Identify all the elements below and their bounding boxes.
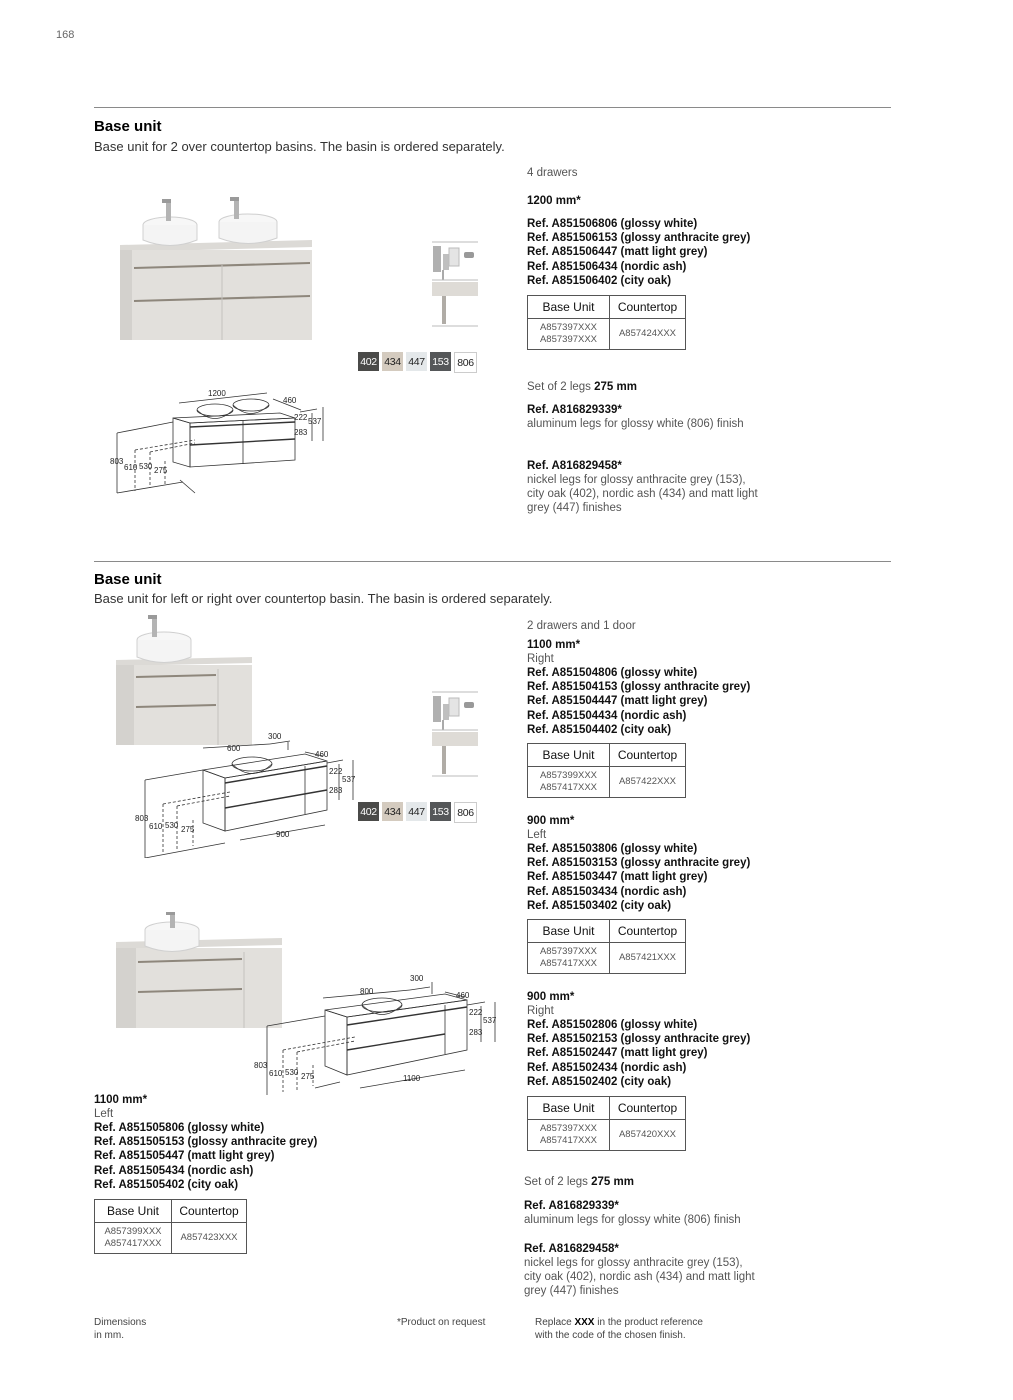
reference-item: Ref. A851505402 (city oak) bbox=[94, 1178, 239, 1191]
leg-detail-illustration bbox=[430, 690, 480, 780]
finish-swatch-806: 806 bbox=[454, 352, 477, 373]
side-label: Left bbox=[527, 829, 547, 841]
technical-drawing-1200 bbox=[105, 385, 345, 500]
base-unit-codes: A857397XXX A857417XXX bbox=[528, 1120, 610, 1151]
reference-item: Ref. A851503153 (glossy anthracite grey) bbox=[527, 857, 751, 870]
reference-item: Ref. A851505806 (glossy white) bbox=[94, 1122, 265, 1134]
legs-desc-aluminum: aluminum legs for glossy white (806) finish bbox=[524, 1214, 741, 1226]
reference-item: Ref. A851505434 (nordic ash) bbox=[94, 1164, 254, 1177]
finish-swatch-402: 402 bbox=[358, 802, 379, 821]
variant-1100-right bbox=[527, 638, 750, 737]
section-divider bbox=[94, 107, 891, 108]
base-unit-codes: A857399XXX A857417XXX bbox=[528, 767, 610, 798]
reference-item: Ref. A851504447 (matt light grey) bbox=[527, 695, 708, 708]
leg-detail-illustration bbox=[430, 240, 480, 330]
technical-drawing-900 bbox=[105, 728, 365, 858]
component-table bbox=[527, 743, 686, 798]
table-header: Base Unit bbox=[528, 744, 610, 767]
legs-ref-nickel: Ref. A816829458* bbox=[524, 1243, 619, 1255]
base-unit-codes: A857397XXX A857397XXX bbox=[528, 319, 610, 350]
reference-list bbox=[527, 217, 750, 288]
finish-swatch-447: 447 bbox=[406, 352, 427, 371]
legs-ref-aluminum: Ref. A816829339* bbox=[524, 1200, 619, 1212]
dim-803-label: 803 bbox=[254, 1061, 268, 1070]
countertop-code: A857420XXX bbox=[610, 1120, 686, 1151]
countertop-code: A857421XXX bbox=[610, 943, 686, 974]
section-title: Base unit bbox=[94, 571, 162, 588]
countertop-code: A857422XXX bbox=[610, 767, 686, 798]
dim-222-label: 222 bbox=[329, 767, 343, 776]
reference-item: Ref. A851502806 (glossy white) bbox=[527, 1019, 698, 1031]
reference-item: Ref. A851503806 (glossy white) bbox=[527, 843, 698, 855]
table-header: Countertop bbox=[610, 1097, 686, 1120]
dim-283-label: 283 bbox=[329, 786, 343, 795]
footer-replace-note: Replace XXX in the product reference with the code of the chosen finish. bbox=[535, 1317, 703, 1341]
legs-set-label: Set of 2 legs 275 mm bbox=[527, 381, 637, 393]
reference-item: Ref. A851503447 (matt light grey) bbox=[527, 871, 708, 884]
variant-900-right bbox=[527, 990, 750, 1089]
finish-swatches bbox=[358, 352, 477, 373]
reference-list bbox=[94, 1121, 317, 1192]
reference-item: Ref. A851505447 (matt light grey) bbox=[94, 1150, 275, 1163]
dim-803-label: 803 bbox=[110, 457, 124, 466]
dim-610-label: 610 bbox=[124, 463, 138, 472]
legs-desc-nickel: nickel legs for glossy anthracite grey (153), city oak (402), nordic ash (434) and matt light grey (447) finishes bbox=[524, 1257, 755, 1297]
footer-dimensions-note: Dimensions in mm. bbox=[94, 1317, 147, 1341]
base-unit-codes: A857399XXX A857417XXX bbox=[95, 1223, 172, 1254]
table-header: Countertop bbox=[172, 1200, 247, 1223]
reference-item: Ref. A851504434 (nordic ash) bbox=[527, 709, 687, 722]
variant-900-left bbox=[527, 814, 750, 913]
size-label: 1200 mm* bbox=[527, 195, 581, 207]
finish-swatch-434: 434 bbox=[382, 802, 403, 821]
section-title: Base unit bbox=[94, 118, 162, 135]
reference-item: Ref. A851502434 (nordic ash) bbox=[527, 1061, 687, 1074]
reference-item: Ref. A851506402 (city oak) bbox=[527, 274, 672, 287]
dim-depth-label: 460 bbox=[456, 991, 470, 1000]
section-subtitle: Base unit for left or right over countertop basin. The basin is ordered separately. bbox=[94, 591, 553, 606]
dim-530-label: 530 bbox=[285, 1068, 299, 1077]
legs-desc-nickel: nickel legs for glossy anthracite grey (153), city oak (402), nordic ash (434) and matt light grey (447) finishes bbox=[527, 474, 758, 514]
dim-offset-label: 300 bbox=[410, 974, 424, 983]
finish-swatch-447: 447 bbox=[406, 802, 427, 821]
reference-list bbox=[527, 666, 750, 737]
countertop-code: A857424XXX bbox=[610, 319, 686, 350]
dim-width-label: 600 bbox=[227, 744, 241, 753]
legs-ref-aluminum: Ref. A816829339* bbox=[527, 404, 622, 416]
reference-item: Ref. A851502402 (city oak) bbox=[527, 1075, 672, 1088]
side-label: Left bbox=[94, 1108, 114, 1120]
dim-803-label: 803 bbox=[135, 814, 149, 823]
dim-222-label: 222 bbox=[294, 413, 308, 422]
base-unit-codes: A857397XXX A857417XXX bbox=[528, 943, 610, 974]
reference-list bbox=[527, 842, 750, 913]
component-table bbox=[527, 1096, 686, 1151]
size-label: 900 mm* bbox=[527, 991, 575, 1003]
dim-610-label: 610 bbox=[269, 1069, 283, 1078]
table-header: Countertop bbox=[610, 920, 686, 943]
table-header: Base Unit bbox=[528, 920, 610, 943]
dim-width-label: 1200 bbox=[208, 389, 226, 398]
dim-610-label: 610 bbox=[149, 822, 163, 831]
variant-1100-left bbox=[94, 1093, 317, 1192]
dim-283-label: 283 bbox=[294, 428, 308, 437]
table-header: Countertop bbox=[610, 296, 686, 319]
side-label: Right bbox=[527, 1005, 554, 1017]
reference-item: Ref. A851506447 (matt light grey) bbox=[527, 246, 708, 259]
dim-base-label: 1100 bbox=[403, 1074, 421, 1083]
technical-drawing-1100 bbox=[245, 970, 500, 1095]
dim-222-label: 222 bbox=[469, 1008, 483, 1017]
finish-swatch-153: 153 bbox=[430, 352, 451, 371]
dim-283-label: 283 bbox=[469, 1028, 483, 1037]
reference-item: Ref. A851506434 (nordic ash) bbox=[527, 260, 687, 273]
finish-swatches bbox=[358, 802, 477, 823]
component-table bbox=[527, 295, 686, 350]
legs-set-label: Set of 2 legs 275 mm bbox=[524, 1176, 634, 1188]
reference-item: Ref. A851503434 (nordic ash) bbox=[527, 885, 687, 898]
section-divider bbox=[94, 561, 891, 562]
dim-537-label: 537 bbox=[483, 1016, 497, 1025]
legs-desc-aluminum: aluminum legs for glossy white (806) finish bbox=[527, 418, 744, 430]
dim-depth-label: 460 bbox=[283, 396, 297, 405]
reference-list bbox=[527, 1018, 750, 1089]
table-header: Base Unit bbox=[528, 296, 610, 319]
finish-swatch-434: 434 bbox=[382, 352, 403, 371]
footer-on-request-note: *Product on request bbox=[397, 1317, 486, 1328]
size-label: 1100 mm* bbox=[527, 639, 581, 651]
reference-item: Ref. A851504806 (glossy white) bbox=[527, 667, 698, 679]
legs-ref-nickel: Ref. A816829458* bbox=[527, 460, 622, 472]
side-label: Right bbox=[527, 653, 554, 665]
reference-item: Ref. A851503402 (city oak) bbox=[527, 899, 672, 912]
reference-item: Ref. A851504153 (glossy anthracite grey) bbox=[527, 681, 751, 694]
dim-width-label: 800 bbox=[360, 987, 374, 996]
dim-537-label: 537 bbox=[308, 417, 322, 426]
size-label: 900 mm* bbox=[527, 815, 575, 827]
finish-swatch-806: 806 bbox=[454, 802, 477, 823]
component-table bbox=[94, 1199, 247, 1254]
reference-item: Ref. A851506806 (glossy white) bbox=[527, 218, 698, 230]
reference-item: Ref. A851502153 (glossy anthracite grey) bbox=[527, 1033, 751, 1046]
dim-depth-label: 460 bbox=[315, 750, 329, 759]
product-photo-double-basin bbox=[112, 195, 332, 345]
dim-offset-label: 300 bbox=[268, 732, 282, 741]
reference-item: Ref. A851504402 (city oak) bbox=[527, 723, 672, 736]
dim-275-label: 275 bbox=[181, 825, 195, 834]
dim-530-label: 530 bbox=[165, 821, 179, 830]
size-label: 1100 mm* bbox=[94, 1094, 148, 1106]
reference-item: Ref. A851505153 (glossy anthracite grey) bbox=[94, 1136, 318, 1149]
section-subtitle: Base unit for 2 over countertop basins. The basin is ordered separately. bbox=[94, 139, 505, 154]
countertop-code: A857423XXX bbox=[172, 1223, 247, 1254]
dim-537-label: 537 bbox=[342, 775, 356, 784]
page-number: 168 bbox=[56, 29, 75, 41]
config-label: 4 drawers bbox=[527, 167, 578, 179]
table-header: Countertop bbox=[610, 744, 686, 767]
finish-swatch-153: 153 bbox=[430, 802, 451, 821]
component-table bbox=[527, 919, 686, 974]
dim-base-label: 900 bbox=[276, 830, 290, 839]
reference-item: Ref. A851506153 (glossy anthracite grey) bbox=[527, 232, 751, 245]
finish-swatch-402: 402 bbox=[358, 352, 379, 371]
config-label: 2 drawers and 1 door bbox=[527, 620, 636, 632]
dim-530-label: 530 bbox=[139, 462, 153, 471]
reference-item: Ref. A851502447 (matt light grey) bbox=[527, 1047, 708, 1060]
dim-275-label: 275 bbox=[154, 466, 168, 475]
table-header: Base Unit bbox=[95, 1200, 172, 1223]
dim-275-label: 275 bbox=[301, 1072, 315, 1081]
table-header: Base Unit bbox=[528, 1097, 610, 1120]
